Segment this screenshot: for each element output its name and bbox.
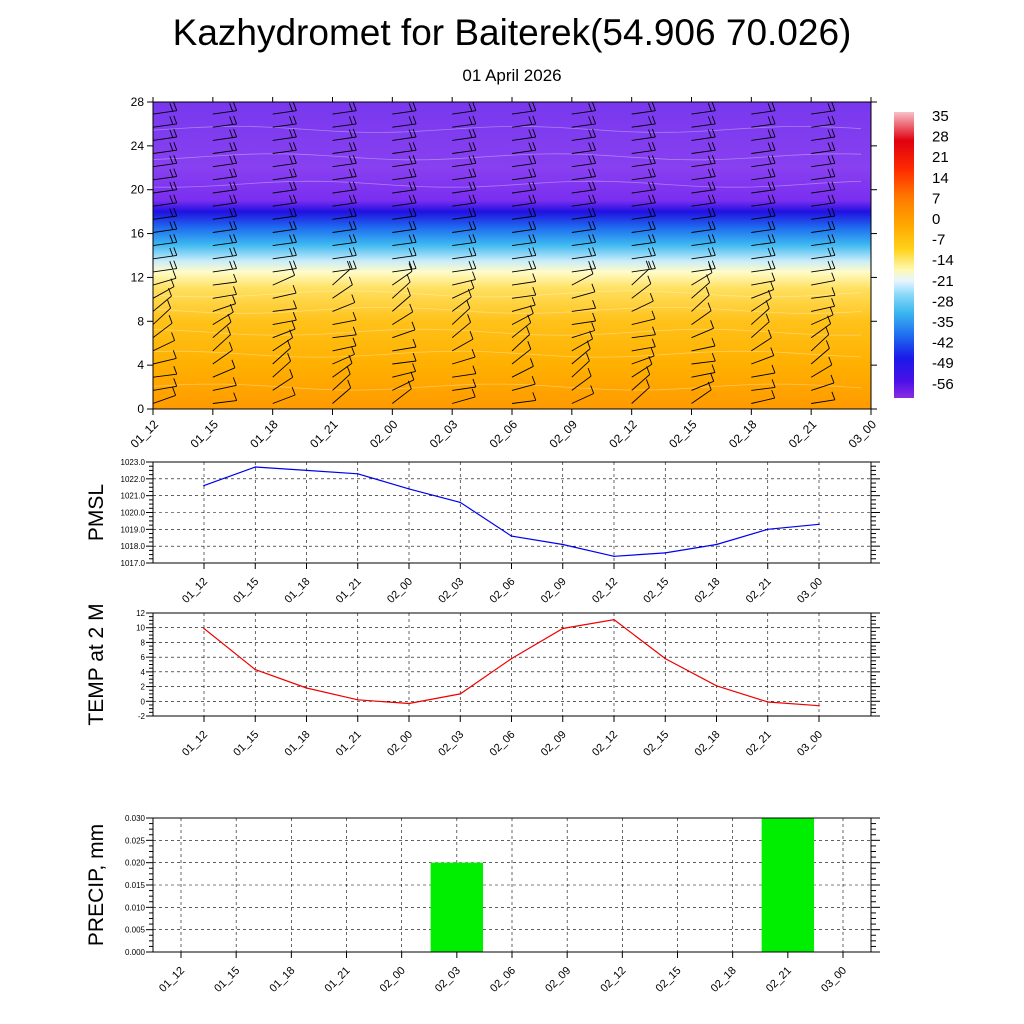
x-tick-label: 02_06 bbox=[486, 417, 521, 451]
y-axis-label: PMSL bbox=[85, 483, 108, 542]
x-tick-label: 02_06 bbox=[487, 575, 518, 606]
x-tick-label: 02_21 bbox=[743, 728, 774, 759]
colorbar-label: -7 bbox=[932, 231, 946, 249]
y-tick-label: 0.015 bbox=[124, 881, 145, 890]
x-tick-label: 02_12 bbox=[606, 417, 640, 451]
wind-barb bbox=[871, 155, 895, 166]
x-tick-label: 01_15 bbox=[212, 964, 243, 995]
data-point bbox=[306, 470, 308, 472]
wind-barb bbox=[871, 261, 895, 272]
y-tick-label: 1020.0 bbox=[120, 508, 145, 518]
y-tick-label: 6 bbox=[140, 653, 145, 663]
x-tick-label: 01_18 bbox=[247, 417, 281, 451]
wind-barb bbox=[871, 324, 894, 338]
data-point bbox=[203, 628, 205, 630]
wind-barb bbox=[871, 300, 895, 312]
wind-barb bbox=[871, 247, 895, 258]
wind-barb bbox=[871, 314, 895, 325]
x-tick-label: 02_18 bbox=[692, 575, 723, 606]
x-tick-label: 01_18 bbox=[282, 575, 313, 606]
x-tick-label: 02_18 bbox=[708, 964, 739, 995]
x-tick-label: 02_03 bbox=[436, 728, 467, 759]
colorbar-label: 0 bbox=[932, 211, 941, 228]
x-tick-label: 03_00 bbox=[819, 964, 850, 995]
y-tick-label: 0.020 bbox=[124, 858, 145, 868]
y-tick-label: 1021.0 bbox=[120, 491, 145, 501]
heatmap-fill bbox=[153, 102, 871, 409]
wind-barb bbox=[871, 195, 895, 206]
colorbar-label: -14 bbox=[932, 252, 954, 270]
wind-barb bbox=[871, 116, 895, 127]
y-tick-label: 0 bbox=[140, 697, 145, 707]
data-bar bbox=[431, 863, 483, 952]
x-tick-label: 02_03 bbox=[426, 417, 461, 451]
colorbar-fill bbox=[894, 112, 914, 398]
y-tick-label: 0.010 bbox=[124, 903, 145, 913]
x-tick-label: 02_21 bbox=[763, 964, 794, 995]
data-point bbox=[408, 703, 410, 705]
colorbar bbox=[894, 108, 954, 398]
y-tick-label: 1022.0 bbox=[120, 474, 145, 484]
y-tick-label: 12 bbox=[136, 609, 145, 618]
x-tick-label: 02_12 bbox=[590, 575, 621, 606]
wind-barb bbox=[871, 103, 895, 114]
data-point bbox=[562, 544, 564, 546]
x-tick-label: 02_15 bbox=[666, 417, 700, 451]
data-bar bbox=[762, 818, 814, 952]
wind-barb bbox=[871, 264, 891, 285]
x-tick-label: 01_15 bbox=[231, 575, 262, 606]
x-tick-label: 01_12 bbox=[157, 964, 188, 995]
chart-subtitle: 01 April 2026 bbox=[462, 66, 562, 85]
data-point bbox=[613, 619, 615, 621]
x-tick-label: 02_00 bbox=[377, 964, 408, 995]
colorbar-label: -28 bbox=[932, 293, 954, 311]
data-point bbox=[716, 685, 718, 687]
wind-barb bbox=[871, 341, 890, 364]
y-tick-label: 4 bbox=[140, 667, 145, 677]
x-tick-label: 02_06 bbox=[488, 964, 519, 995]
data-point bbox=[511, 658, 513, 660]
grid bbox=[153, 462, 871, 563]
chart-title: Kazhydromet for Baiterek(54.906 70.026) bbox=[172, 12, 852, 53]
x-tick-label: 02_03 bbox=[436, 575, 467, 606]
x-tick-label: 02_21 bbox=[743, 575, 774, 606]
x-tick-label: 02_18 bbox=[725, 417, 760, 451]
x-tick-label: 01_21 bbox=[333, 728, 364, 759]
y-tick-label: 0 bbox=[137, 402, 144, 416]
y-tick-label: 0.005 bbox=[124, 925, 145, 935]
x-tick-label: 01_21 bbox=[307, 417, 341, 451]
wind-barb bbox=[871, 208, 895, 219]
x-tick-label: 01_15 bbox=[187, 417, 221, 451]
colorbar-label: 14 bbox=[932, 169, 949, 187]
precip-panel bbox=[85, 814, 880, 995]
x-tick-label: 01_12 bbox=[127, 417, 162, 451]
x-tick-label: 02_09 bbox=[538, 575, 569, 606]
x-tick-label: 02_09 bbox=[538, 728, 569, 759]
y-tick-label: 16 bbox=[130, 226, 144, 241]
y-tick-label: 10 bbox=[136, 623, 145, 633]
pmsl-panel bbox=[85, 458, 880, 606]
data-point bbox=[408, 488, 410, 490]
y-tick-label: 4 bbox=[137, 358, 144, 373]
data-point bbox=[562, 628, 564, 630]
wind-barb bbox=[871, 129, 895, 140]
wind-barb bbox=[871, 221, 895, 232]
data-point bbox=[664, 552, 666, 554]
y-tick-label: 12 bbox=[130, 270, 144, 285]
x-tick-label: 02_18 bbox=[692, 728, 723, 759]
colorbar-label: -21 bbox=[932, 272, 954, 290]
x-tick-label: 02_09 bbox=[546, 417, 580, 451]
data-point bbox=[306, 687, 308, 689]
data-point bbox=[716, 544, 718, 546]
x-tick-label: 02_00 bbox=[385, 575, 416, 606]
colorbar-label: 21 bbox=[932, 149, 949, 167]
y-tick-label: 1019.0 bbox=[120, 525, 145, 535]
x-tick-label: 01_21 bbox=[333, 575, 364, 606]
wind-barb bbox=[871, 282, 894, 298]
data-point bbox=[664, 658, 666, 660]
y-tick-label: 24 bbox=[130, 138, 144, 153]
wind-barb bbox=[871, 182, 895, 193]
data-point bbox=[511, 535, 513, 537]
x-tick-label: 02_12 bbox=[590, 728, 621, 759]
wind-barb bbox=[871, 384, 892, 403]
x-tick-label: 01_18 bbox=[282, 728, 313, 759]
x-tick-label: 02_12 bbox=[598, 964, 629, 995]
colorbar-label: 7 bbox=[932, 190, 941, 208]
x-tick-label: 02_09 bbox=[543, 964, 574, 995]
colorbar-label: 28 bbox=[932, 128, 949, 146]
y-tick-label: 0.030 bbox=[124, 814, 145, 823]
x-tick-label: 02_03 bbox=[432, 964, 463, 995]
data-point bbox=[818, 523, 820, 525]
x-tick-label: 01_12 bbox=[180, 728, 211, 759]
y-tick-label: 0.000 bbox=[124, 948, 145, 957]
y-tick-label: 2 bbox=[140, 682, 145, 692]
y-tick-label: 1018.0 bbox=[120, 542, 145, 552]
y-tick-label: 0.025 bbox=[124, 836, 145, 846]
x-tick-label: 01_21 bbox=[322, 964, 353, 995]
y-tick-label: 28 bbox=[130, 95, 144, 109]
x-tick-label: 03_00 bbox=[795, 575, 826, 606]
y-axis-label: TEMP at 2 M bbox=[85, 603, 108, 726]
data-point bbox=[357, 699, 359, 701]
y-tick-label: -2 bbox=[137, 712, 145, 721]
wind-barb bbox=[871, 367, 890, 390]
x-tick-label: 02_06 bbox=[487, 728, 518, 759]
x-tick-label: 02_00 bbox=[366, 417, 401, 451]
y-tick-label: 1023.0 bbox=[120, 458, 145, 467]
wind-barb bbox=[871, 142, 895, 153]
x-tick-label: 02_21 bbox=[785, 417, 820, 451]
y-tick-label: 20 bbox=[130, 182, 144, 197]
wind-barb bbox=[871, 234, 895, 245]
data-point bbox=[767, 529, 769, 531]
y-tick-label: 1017.0 bbox=[120, 559, 145, 568]
x-tick-label: 03_00 bbox=[795, 728, 826, 759]
x-tick-label: 01_12 bbox=[180, 575, 211, 606]
y-axis-label: PRECIP, mm bbox=[85, 823, 108, 947]
panel-frame bbox=[153, 462, 871, 563]
data-point bbox=[613, 555, 615, 557]
x-tick-label: 02_00 bbox=[385, 728, 416, 759]
x-tick-label: 02_15 bbox=[653, 964, 684, 995]
data-point bbox=[459, 693, 461, 695]
data-point bbox=[203, 485, 205, 487]
colorbar-label: -56 bbox=[932, 375, 954, 393]
data-point bbox=[767, 701, 769, 703]
data-point bbox=[459, 502, 461, 504]
temp-panel bbox=[85, 603, 880, 758]
heatmap-panel bbox=[128, 95, 955, 451]
x-tick-label: 02_15 bbox=[641, 575, 672, 606]
x-tick-label: 01_18 bbox=[267, 964, 298, 995]
colorbar-label: -42 bbox=[932, 334, 954, 352]
x-tick-label: 03_00 bbox=[845, 417, 880, 451]
data-point bbox=[254, 466, 256, 468]
data-point bbox=[357, 473, 359, 475]
data-point bbox=[254, 669, 256, 671]
colorbar-label: -49 bbox=[932, 355, 954, 373]
y-tick-label: 8 bbox=[137, 314, 144, 329]
x-tick-label: 02_15 bbox=[641, 728, 672, 759]
colorbar-label: -35 bbox=[932, 314, 954, 331]
y-tick-label: 8 bbox=[140, 638, 145, 648]
wind-barb bbox=[871, 169, 895, 180]
x-tick-label: 01_15 bbox=[231, 728, 262, 759]
wind-barb bbox=[871, 332, 893, 351]
colorbar-label: 35 bbox=[932, 108, 949, 125]
data-point bbox=[818, 705, 820, 707]
